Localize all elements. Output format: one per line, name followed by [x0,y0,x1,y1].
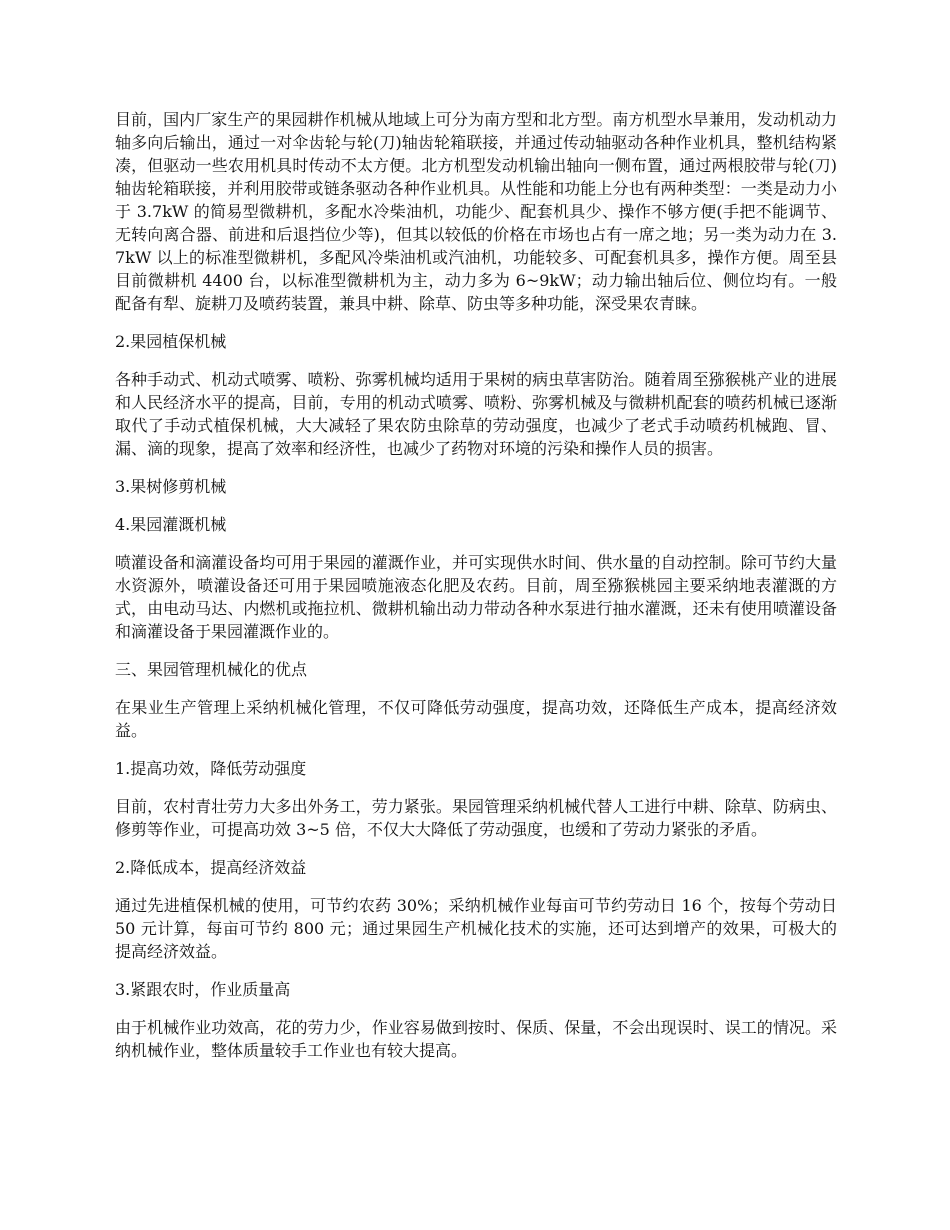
paragraph-efficiency: 目前，农村青壮劳力大多出外务工，劳力紧张。果园管理采纳机械代替人工进行中耕、除草、防病虫、修剪等作业，可提高功效 3~5 倍，不仅大大降低了劳动强度，也缓和了劳动力紧张的矛盾。 [115,797,837,839]
heading-plant-protection: 2.果园植保机械 [115,332,227,351]
document-page [115,108,837,1077]
paragraph-timeliness: 由于机械作业功效高，花的劳力少，作业容易做到按时、保质、保量，不会出现误时、误工的情况。采纳机械作业，整体质量较手工作业也有较大提高。 [115,1018,837,1060]
heading-cost: 2.降低成本，提高经济效益 [115,858,307,877]
heading-timeliness: 3.紧跟农时，作业质量高 [115,980,291,999]
paragraph-cost: 通过先进植保机械的使用，可节约农药 30%；采纳机械作业每亩可节约劳动日 16 个，按每个劳动日 50 元计算，每亩可节约 800 元；通过果园生产机械化技术的实施，还可达到增产的效果，可极大的提高经济效益。 [115,896,837,961]
paragraph-plant-protection: 各种手动式、机动式喷雾、喷粉、弥雾机械均适用于果树的病虫草害防治。随着周至猕猴桃产业的进展和人民经济水平的提高，目前，专用的机动式喷雾、喷粉、弥雾机械及与微耕机配套的喷药机械已逐渐取代了手动式植保机械，大大减轻了果农防虫除草的劳动强度，也减少了老式手动喷药机械跑、冒、漏、滴的现象，提高了效率和经济性，也减少了药物对环境的污染和操作人员的损害。 [115,370,837,458]
heading-irrigation: 4.果园灌溉机械 [115,515,227,534]
paragraph-irrigation: 喷灌设备和滴灌设备均可用于果园的灌溉作业，并可实现供水时间、供水量的自动控制。除可节约大量水资源外，喷灌设备还可用于果园喷施液态化肥及农药。目前，周至猕猴桃园主要采纳地表灌溉的方式，由电动马达、内燃机或拖拉机、微耕机输出动力带动各种水泵进行抽水灌溉，还未有使用喷灌设备和滴灌设备于果园灌溉作业的。 [115,553,837,641]
paragraph-tiller-types: 目前，国内厂家生产的果园耕作机械从地域上可分为南方型和北方型。南方机型水旱兼用，发动机动力轴多向后输出，通过一对伞齿轮与轮(刀)轴齿轮箱联接，并通过传动轴驱动各种作业机具，整机结构紧凑，但驱动一些农用机具时传动不太方便。北方机型发动机输出轴向一侧布置，通过两根胶带与轮(刀)轴齿轮箱联接，并利用胶带或链条驱动各种作业机具。从性能和功能上分也有两种类型：一类是动力小于 3.7kW 的简易型微耕机，多配水冷柴油机，功能少、配套机具少、操作不够方便(手把不能调节、无转向离合器、前进和后退挡位少等)，但其以较低的价格在市场也占有一席之地；另一类为动力在 3.7kW 以上的标准型微耕机，多配风冷柴油机或汽油机，功能较多、可配套机具多，操作方便。周至县目前微耕机 4400 台，以标准型微耕机为主，动力多为 6~9kW；动力输出轴后位、侧位均有。一般配备有犁、旋耕刀及喷药装置，兼具中耕、除草、防虫等多种功能，深受果农青睐。 [115,110,837,313]
heading-section-three: 三、果园管理机械化的优点 [115,660,308,679]
heading-pruning: 3.果树修剪机械 [115,477,227,496]
paragraph-section-three-intro: 在果业生产管理上采纳机械化管理，不仅可降低劳动强度，提高功效，还降低生产成本，提高经济效益。 [115,698,837,740]
heading-efficiency: 1.提高功效，降低劳动强度 [115,759,307,778]
